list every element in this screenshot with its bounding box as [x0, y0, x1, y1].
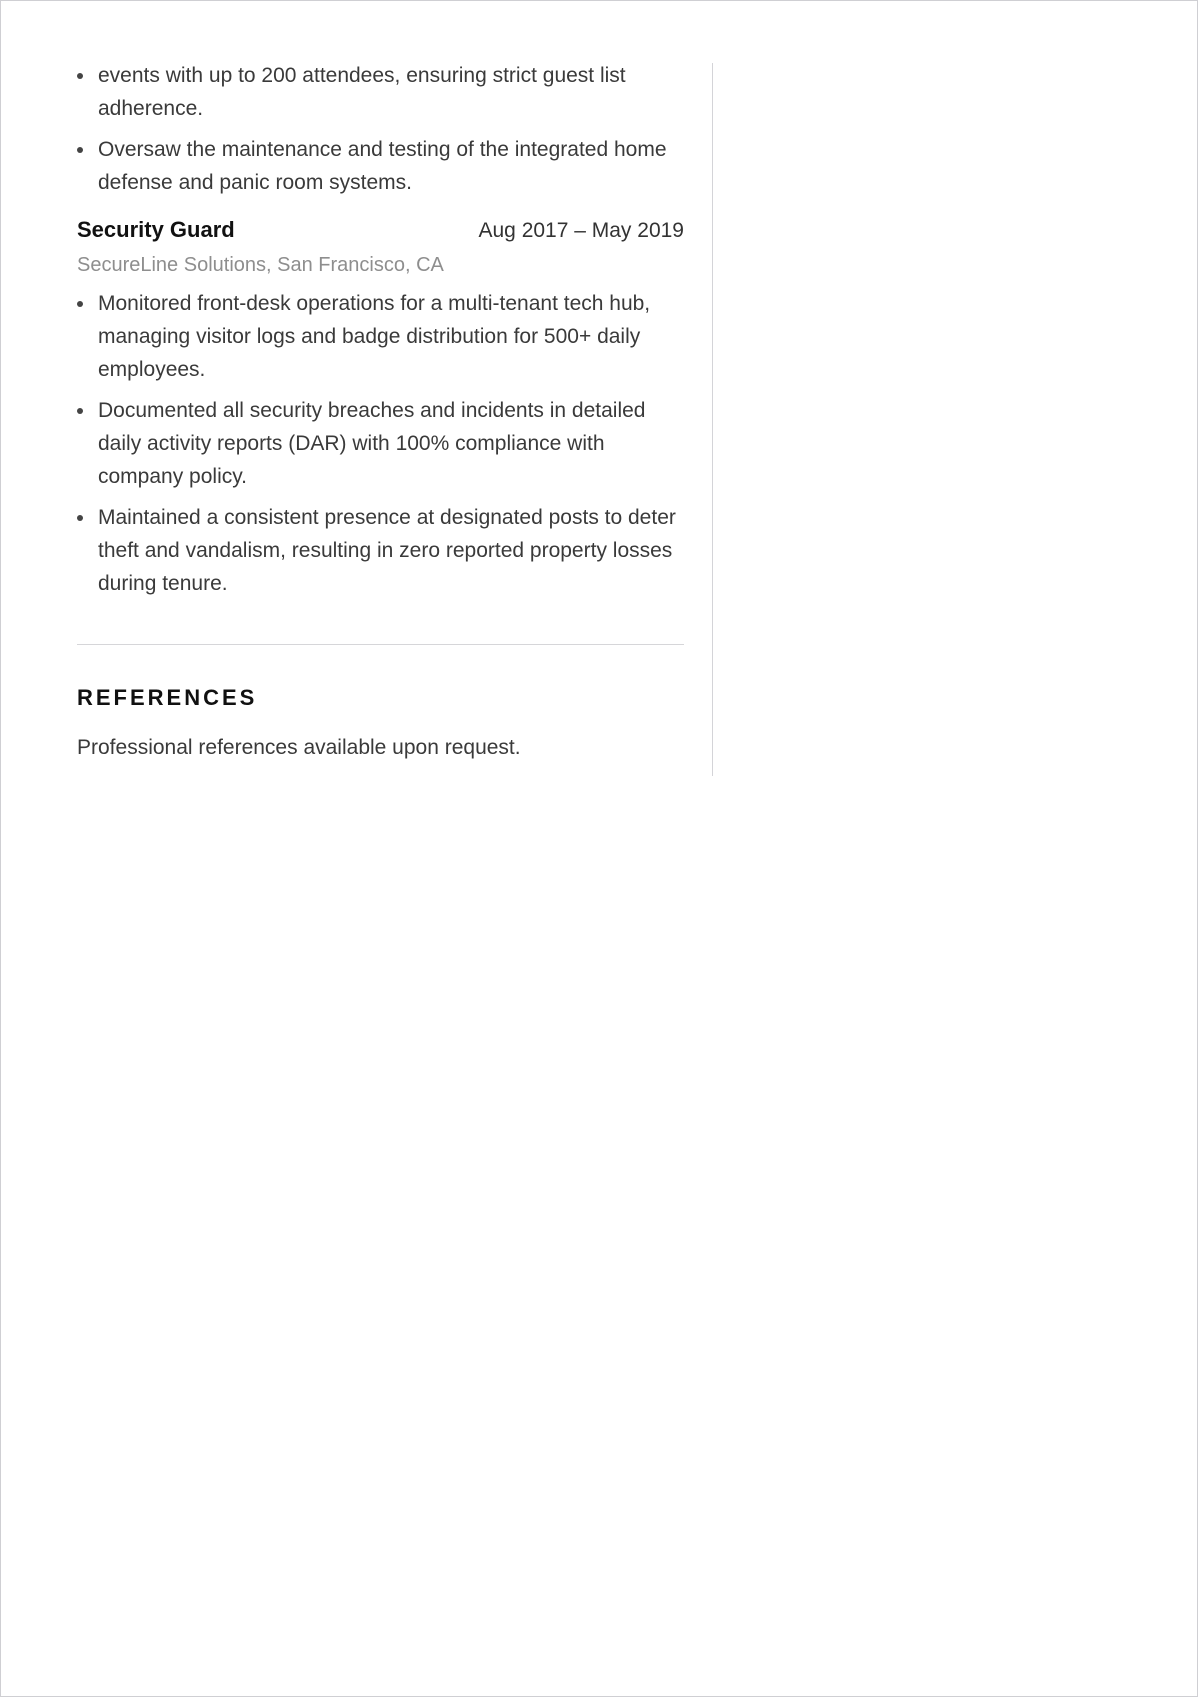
references-heading: REFERENCES	[77, 685, 258, 710]
job-entry-security-guard	[77, 217, 684, 600]
references-text: Professional references available upon request.	[77, 736, 521, 759]
bullet-text: Monitored front-desk operations for a multi-tenant tech hub, managing visitor logs and badge distribution for 500+ daily employees.	[98, 292, 651, 381]
section-divider	[77, 644, 684, 645]
previous-job-bullet-list	[77, 59, 684, 199]
bullet-text: Documented all security breaches and incidents in detailed daily activity reports (DAR) with 100% compliance with company policy.	[98, 399, 646, 488]
job-dates: Aug 2017 – May 2019	[478, 219, 684, 242]
bullet-text: events with up to 200 attendees, ensuring strict guest list adherence.	[98, 64, 626, 120]
bullet-dot-icon	[77, 301, 83, 307]
job-header	[77, 217, 684, 251]
list-item	[77, 133, 684, 199]
bullet-text: Maintained a consistent presence at designated posts to deter theft and vandalism, resulting in zero reported property losses during tenure.	[98, 506, 676, 595]
main-column	[77, 59, 684, 763]
bullet-dot-icon	[77, 147, 83, 153]
job-company: SecureLine Solutions, San Francisco, CA	[77, 254, 444, 276]
bullet-dot-icon	[77, 515, 83, 521]
list-item	[77, 501, 684, 600]
list-item	[77, 394, 684, 493]
job-title: Security Guard	[77, 217, 235, 242]
bullet-text: Oversaw the maintenance and testing of the integrated home defense and panic room systems.	[98, 138, 667, 194]
list-item	[77, 59, 684, 125]
column-divider	[712, 63, 713, 776]
bullet-dot-icon	[77, 408, 83, 414]
bullet-dot-icon	[77, 73, 83, 79]
list-item	[77, 287, 684, 386]
job-bullet-list	[77, 287, 684, 600]
